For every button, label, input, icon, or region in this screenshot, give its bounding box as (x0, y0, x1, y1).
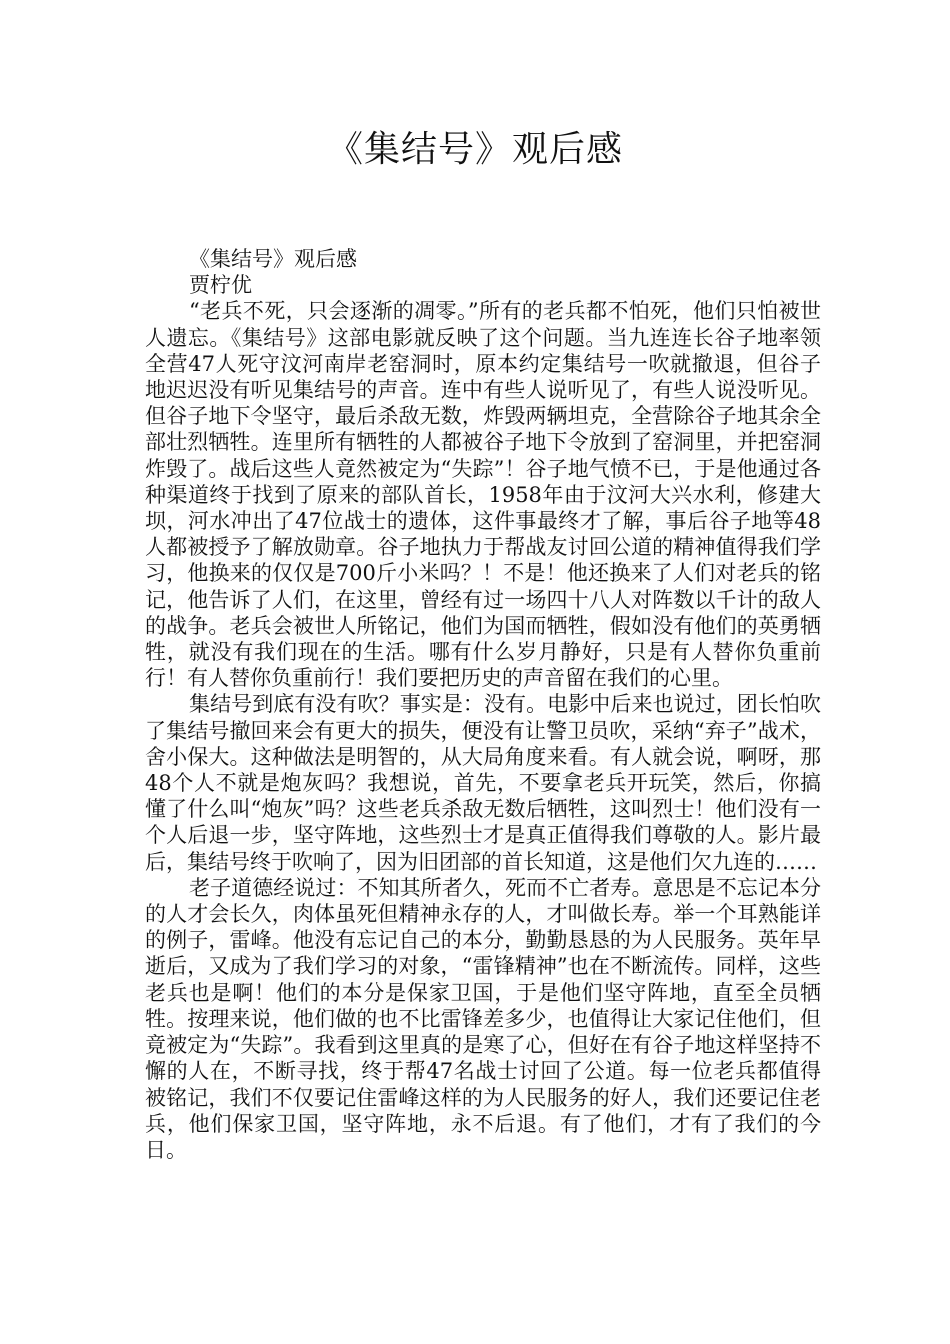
document-title: 《集结号》观后感 (326, 129, 623, 170)
paragraph-2: 集结号到底有没有吹？事实是：没有。电影中后来也说过，团长怕吹了集结号撤回来会有更大的损失，便没有让警卫员吹，采纳“弃子”战术，舍小保大。这种做法是明智的，从大局角度来看。有人就会说，啊呀，那48个人不就是炮灰吗？我想说，首先，不要拿老兵开玩笑，然后，你搞懂了什么叫“炮灰”吗？这些老兵杀敌无数后牺牲，这叫烈士！他们没有一个人后退一步，坚守阵地，这些烈士才是真正值得我们尊敬的人。影片最后，集结号终于吹响了，因为旧团部的首长知道，这是他们欠九连的…… (145, 692, 821, 874)
paragraph-3: 老子道德经说过：不知其所者久，死而不亡者寿。意思是不忘记本分的人才会长久，肉体虽死但精神永存的人，才叫做长寿。举一个耳熟能详的例子，雷峰。他没有忘记自己的本分，勤勤恳恳的为人民服务。英年早逝后，又成为了我们学习的对象，“雷锋精神”也在不断流传。同样，这些老兵也是啊！他们的本分是保家卫国，于是他们坚守阵地，直至全员牺牲。按理来说，他们做的也不比雷锋差多少，也值得让大家记住他们，但竟被定为“失踪”。我看到这里真的是寒了心，但好在有谷子地这样坚持不懈的人在，不断寻找，终于帮47名战士讨回了公道。每一位老兵都值得被铭记，我们不仅要记住雷峰这样的为人民服务的好人，我们还要记住老兵，他们保家卫国，坚守阵地，永不后退。有了他们，才有了我们的今日。 (145, 875, 821, 1162)
inline-subtitle: 《集结号》观后感 (189, 247, 357, 271)
paragraph-1: “老兵不死，只会逐渐的凋零。”所有的老兵都不怕死，他们只怕被世人遗忘。《集结号》这部电影就反映了这个问题。当九连连长谷子地率领全营47人死守汶河南岸老窑洞时，原本约定集结号一吹就撤退，但谷子地迟迟没有听见集结号的声音。连中有些人说听见了，有些人说没听见。但谷子地下令坚守，最后杀敌无数，炸毁两辆坦克，全营除谷子地其余全部壮烈牺牲。连里所有牺牲的人都被谷子地下令放到了窑洞里，并把窑洞炸毁了。战后这些人竟然被定为“失踪”！谷子地气愤不已，于是他通过各种渠道终于找到了原来的部队首长，1958年由于汶河大兴水利，修建大坝，河水冲出了47位战士的遗体，这件事最终才了解，事后谷子地等48人都被授予了解放勋章。谷子地执力于帮战友讨回公道的精神值得我们学习，他换来的仅仅是700斤小米吗？！不是！他还换来了人们对老兵的铭记，他告诉了人们，在这里，曾经有过一场四十八人对阵数以千计的敌人的战争。老兵会被世人所铭记，他们为国而牺牲，假如没有他们的英勇牺牲，就没有我们现在的生活。哪有什么岁月静好，只是有人替你负重前行！有人替你负重前行！我们要把历史的声音留在我们的心里。 (145, 299, 821, 691)
author-name: 贾柠优 (189, 273, 252, 298)
document-body (145, 246, 821, 1163)
